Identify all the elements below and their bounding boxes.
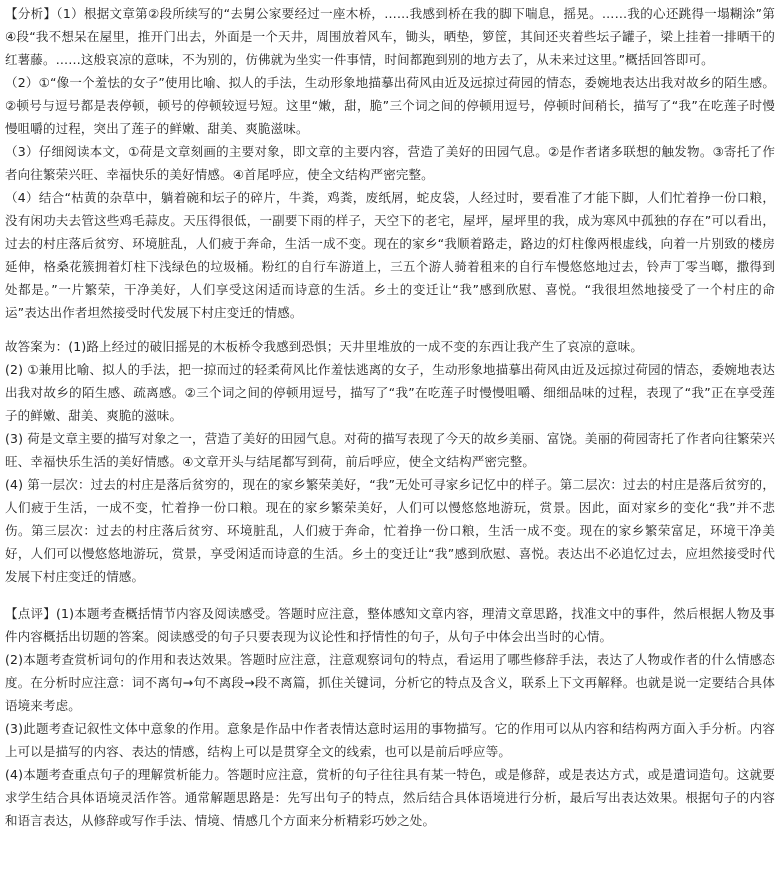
comment-paragraph-1: 【点评】(1)本题考查概括情节内容及阅读感受。答题时应注意，整体感知文章内容，理清文章思路，找准文中的事件，然后根据人物及事件内容概括出切题的答案。阅读感受的句子只要表现为议论性和抒情性的句子，从句子中体会出当时的心情。 [5,606,775,644]
answer-paragraph-3: (3) 荷是文章主要的描写对象之一，营造了美好的田园气息。对荷的描写表现了今天的故乡美丽、富饶。美丽的荷园寄托了作者向往繁荣兴旺、幸福快乐生活的美好情感。④文章开头与结尾都写到荷，前后呼应，使全文结构严密完整。 [5,431,775,469]
comment-paragraph-2: (2)本题考查赏析词句的作用和表达效果。答题时应注意，注意观察词句的特点，看运用了哪些修辞手法，表达了人物或作者的什么情感态度。在分析时应注意：词不离句→句不离段→段不离篇，抓住关键词，分析它的特点及含义，联系上下文再解释。也就是说一定要结合具体语境来考虑。 [5,652,775,713]
section-gap [5,588,775,599]
comment-section [5,602,775,832]
answer-paragraph-1: 故答案为：(1)路上经过的破旧摇晃的木板桥令我感到恐惧；天井里堆放的一成不变的东西让我产生了哀凉的意味。 [5,339,644,354]
analysis-paragraph-3: （3）仔细阅读本文，①荷是文章刻画的主要对象，即文章的主要内容，营造了美好的田园气息。②是作者诸多联想的触发物。③寄托了作者向往繁荣兴旺、幸福快乐的美好情感。④首尾呼应，使全文结构严密完整。 [5,144,775,182]
comment-paragraph-3: (3)此题考查记叙性文体中意象的作用。意象是作品中作者表情达意时运用的事物描写。它的作用可以从内容和结构两方面入手分析。内容上可以是描写的内容、表达的情感，结构上可以是贯穿全文的线索，也可以是前后呼应等。 [5,721,775,759]
analysis-section [5,2,775,324]
answers-section [5,335,775,588]
analysis-paragraph-4: （4）结合“枯黄的杂草中，躺着碗和坛子的碎片，牛粪，鸡粪，废纸屑，蛇皮袋，人经过时，要看准了才能下脚，人们忙着挣一份口粮，没有闲功夫去管这些鸡毛蒜皮。天压得很低，一副要下雨的样子，天空下的老宅，屋坪，屋坪里的我，成为寒风中孤独的存在”可以看出，过去的村庄落后贫穷、环境脏乱，人们疲于奔命，生活一成不变。现在的家乡“我顺着路走，路边的灯柱像两根虚线，向着一片别致的楼房延伸，格桑花簇拥着灯柱下浅绿色的垃圾桶。粉红的自行车游道上，三五个游人骑着租来的自行车慢悠悠地过去，铃声丁零当啷，撒得到处都是。”一片繁荣，干净美好，人们享受这闲适而诗意的生活。乡土的变迁让“我”感到欣慰、喜悦。“我很坦然地接受了一个村庄的命运”表达出作者坦然接受时代发展下村庄变迁的情感。 [5,190,775,320]
answer-paragraph-4: (4) 第一层次：过去的村庄是落后贫穷的，现在的家乡繁荣美好，“我”无处可寻家乡记忆中的样子。第二层次：过去的村庄是落后贫穷的，人们疲于生活，一成不变，忙着挣一份口粮。现在的家乡繁荣美好，人们可以慢悠悠地游玩，赏景。因此，面对家乡的变化“我”并不悲伤。第三层次：过去的村庄落后贫穷、环境脏乱，人们疲于奔命，忙着挣一份口粮，生活一成不变。现在的家乡繁荣富足，环境干净美好，人们可以慢悠悠地游玩，赏景，享受闲适而诗意的生活。乡土的变迁让“我”感到欣慰、喜悦。表达出不必追忆过去，应坦然接受时代发展下村庄变迁的情感。 [5,477,775,584]
analysis-paragraph-1: 【分析】（1）根据文章第②段所续写的“去舅公家要经过一座木桥，……我感到桥在我的脚下喘息，摇晃。……我的心还跳得一塌糊涂”第④段“我不想呆在屋里，推开门出去，外面是一个天井，周围放着风车，锄头，晒垫，箩筐，其间还夹着些坛子罐子，梁上挂着一排晒干的红薯藤。……这般哀凉的意味，不为别的，仿佛就为坐实一件事情，时间都跑到别的地方去了，从未来过这里。”概括回答即可。 [5,6,775,67]
analysis-paragraph-2: （2）①“像一个羞怯的女子”使用比喻、拟人的手法，生动形象地描摹出荷风由近及远掠过荷园的情态，委婉地表达出我对故乡的陌生感。②顿号与逗号都是表停顿，顿号的停顿较逗号短。这里“嫩，甜，脆”三个词之间的停顿用逗号，停顿时间稍长，描写了“我”在吃莲子时慢慢咀嚼的过程，突出了莲子的鲜嫩、甜美、爽脆滋味。 [5,75,775,136]
section-gap [5,324,775,335]
answer-paragraph-2: (2) ①兼用比喻、拟人的手法，把一掠而过的轻柔荷风比作羞怯逃离的女子，生动形象地描摹出荷风由近及远掠过荷园的情态，委婉地表达出我对故乡的陌生感、疏离感。②三个词之间的停顿用逗号，描写了“我”在吃莲子时慢慢咀嚼、细细品味的过程，表现了“我”正在享受莲子的鲜嫩、甜美、爽脆的滋味。 [5,362,775,423]
comment-paragraph-4: (4)本题考查重点句子的理解赏析能力。答题时应注意，赏析的句子往往具有某一特色，或是修辞，或是表达方式，或是遣词造句。这就要求学生结合具体语境灵活作答。通常解题思路是：先写出句子的特点，然后结合具体语境进行分析，最后写出表达效果。根据句子的内容和语言表达，从修辞或写作手法、情境、情感几个方面来分析精彩巧妙之处。 [5,767,775,828]
